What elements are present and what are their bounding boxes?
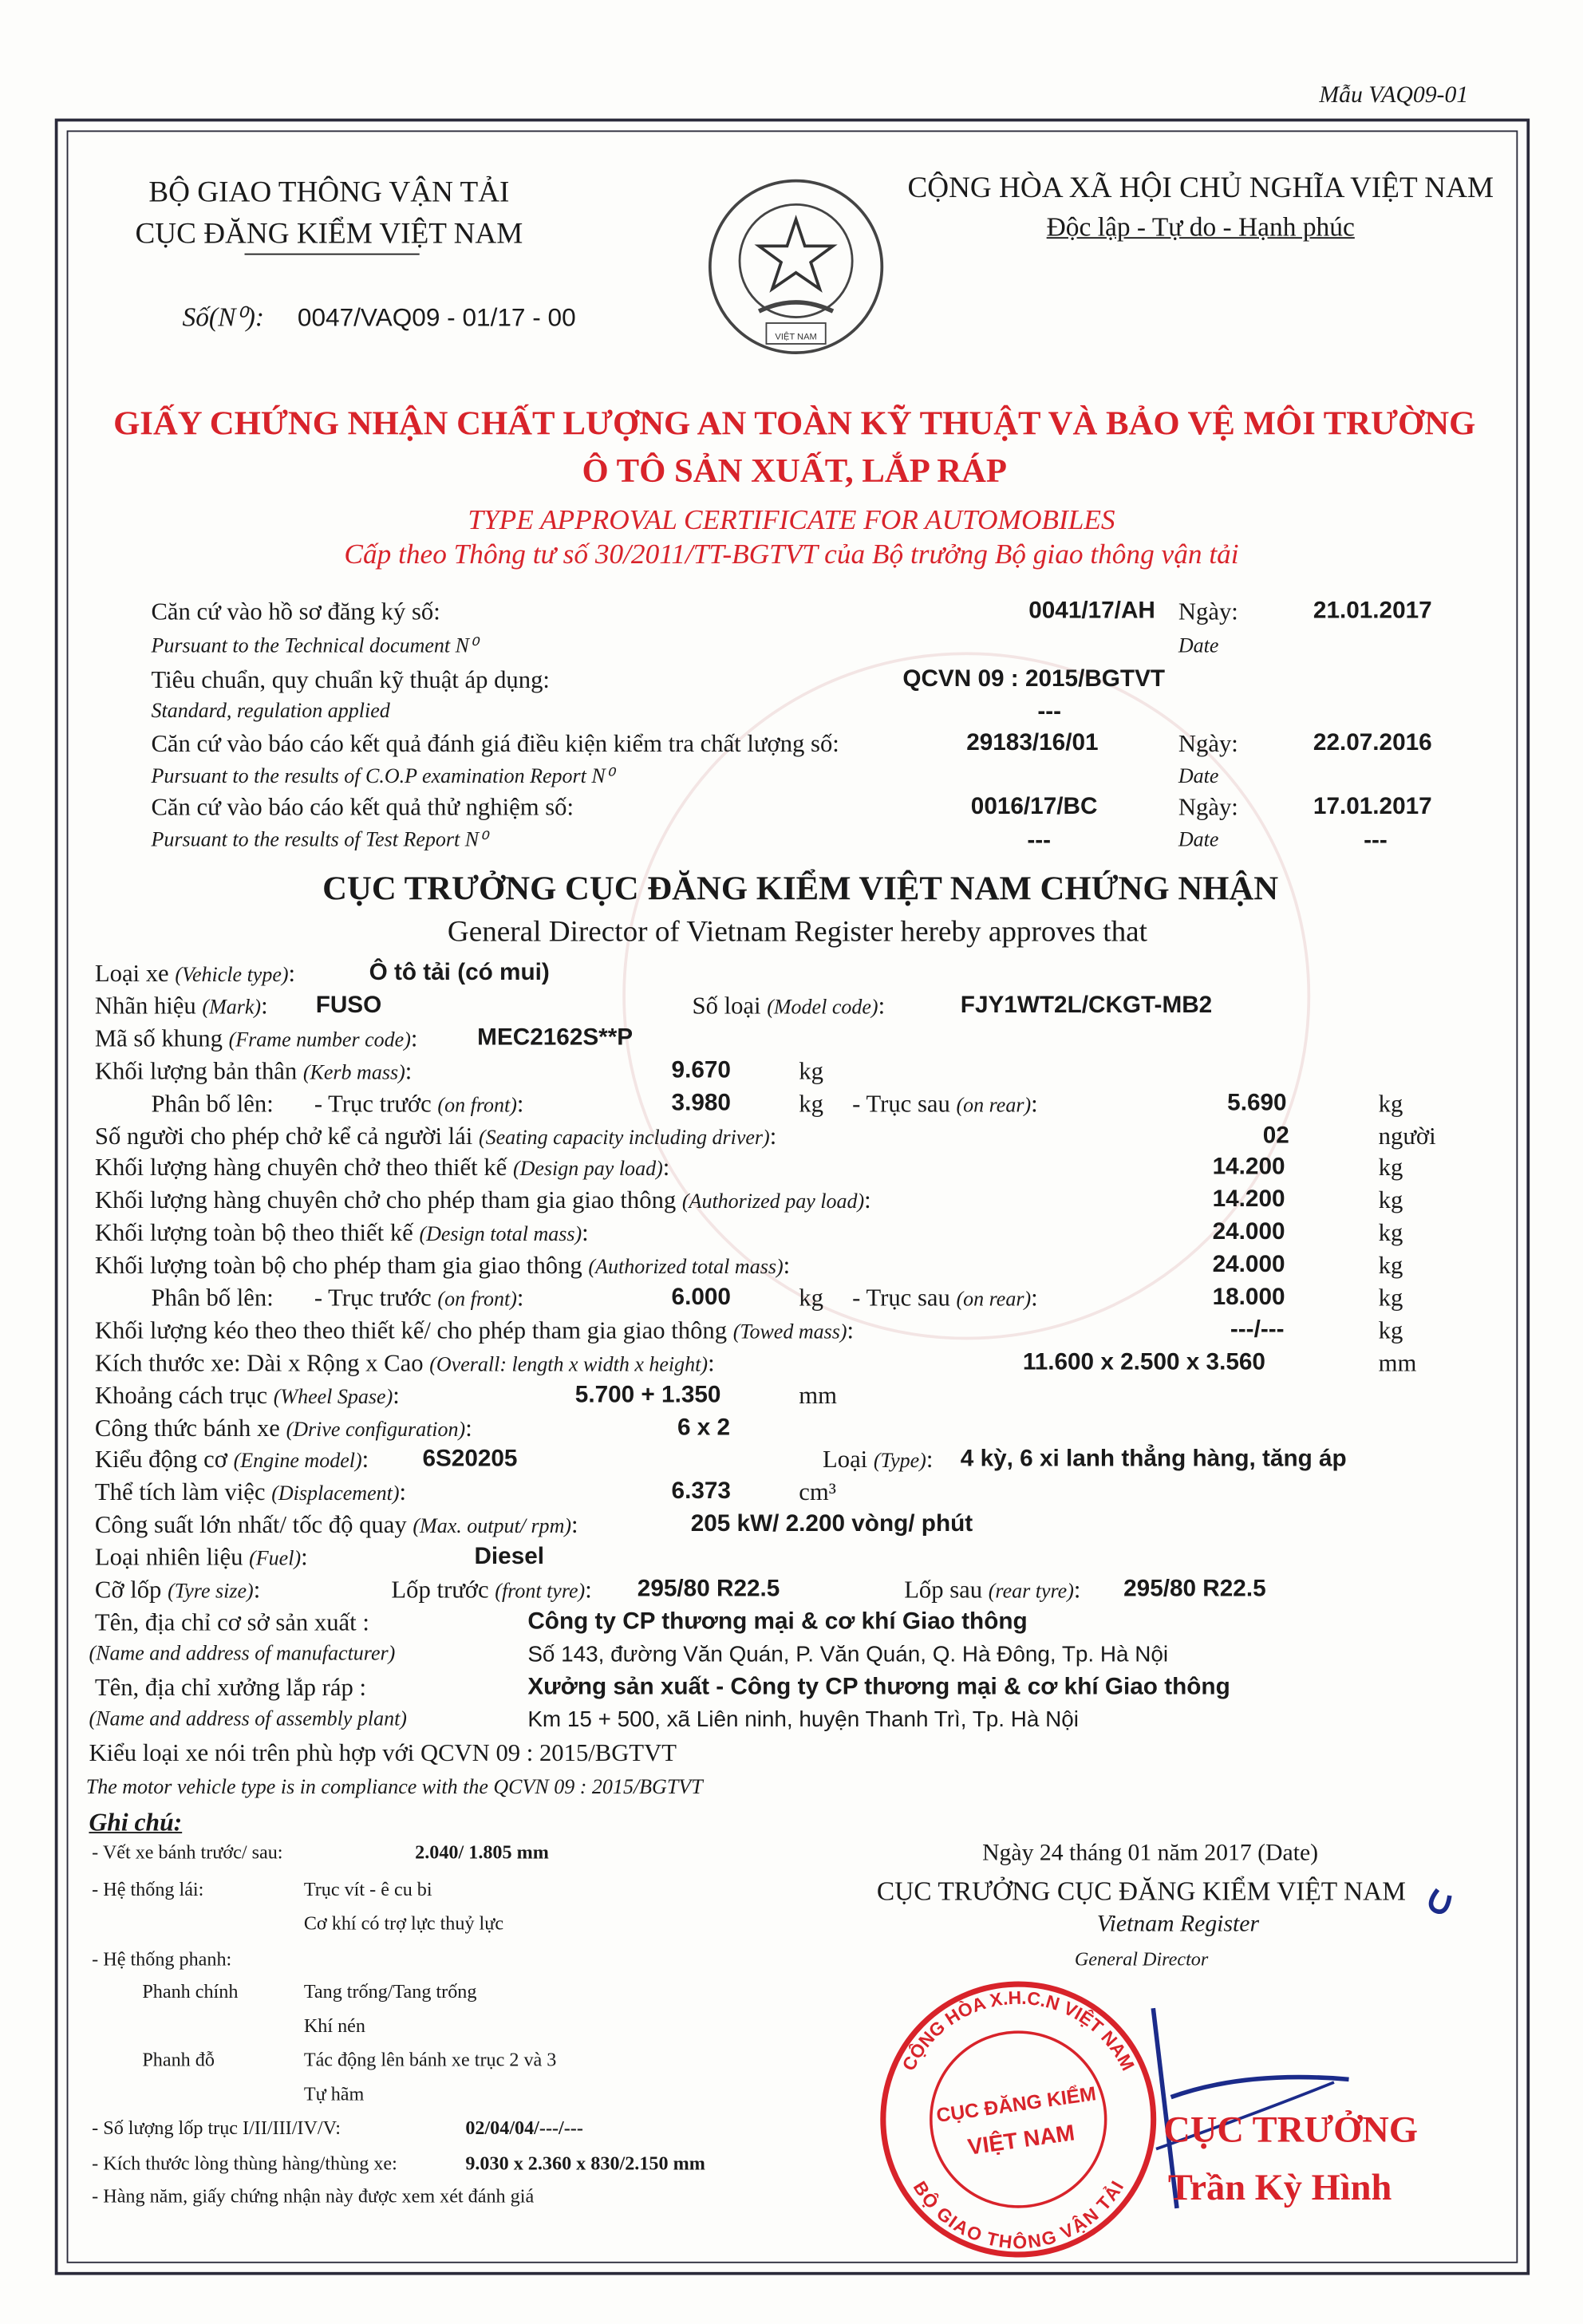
notes-label: Tự hãm (303, 2082, 365, 2105)
label-colon: : (399, 1478, 407, 1506)
specs-value: 6 x 2 (677, 1415, 731, 1441)
label-en: (Fuel) (249, 1549, 302, 1572)
specs-value: Xưởng sản xuất - Công ty CP thương mại & cơ khí Giao thông (527, 1675, 1230, 1700)
specs-value: Ô tô tải (có mui) (369, 960, 550, 986)
specs-label (904, 1574, 1080, 1610)
label-vi: Khoảng cách trục (94, 1381, 274, 1410)
label-en: (Model code) (767, 997, 878, 1020)
notes-label: - Kích thước lòng thùng hàng/thùng xe: (92, 2152, 397, 2175)
refs-value: 17.01.2017 (1313, 794, 1432, 820)
label-colon: : (878, 991, 886, 1020)
specs-label (823, 1443, 933, 1479)
label-vi: Khối lượng kéo theo theo thiết kế/ cho phép tham gia giao thông (94, 1316, 733, 1344)
specs-label (391, 1574, 591, 1610)
specs-unit: kg (1378, 1153, 1403, 1182)
specs-value: Diesel (474, 1544, 545, 1570)
label-colon: : (582, 1218, 589, 1247)
specs-label: Tên, địa chỉ xưởng lắp ráp : (94, 1673, 366, 1702)
signer-role: CỤC TRƯỞNG (1163, 2110, 1418, 2151)
label-en: (Drive configuration) (286, 1419, 466, 1442)
refs-value: 0041/17/AH (1028, 598, 1155, 625)
specs-label (95, 1249, 790, 1285)
label-colon: : (288, 958, 296, 988)
notes-label: Khí nén (303, 2014, 365, 2037)
signature-date: Ngày 24 tháng 01 năm 2017 (Date) (982, 1841, 1319, 1866)
specs-value: FUSO (315, 992, 382, 1019)
label-en: (Seating capacity including driver) (478, 1127, 770, 1150)
approval-heading: CỤC TRƯỞNG CỤC ĐĂNG KIỂM VIỆT NAM CHỨNG NHẬN (322, 870, 1279, 907)
refs-label: Ngày: (1178, 792, 1238, 822)
title-en: TYPE APPROVAL CERTIFICATE FOR AUTOMOBILES (468, 505, 1115, 537)
republic-name: CỘNG HÒA XÃ HỘI CHỦ NGHĨA VIỆT NAM (907, 172, 1494, 205)
label-en: (front tyre) (495, 1581, 586, 1604)
refs-label: Ngày: (1178, 728, 1238, 758)
refs-label: Pursuant to the results of C.O.P examination Report N⁰ (151, 766, 614, 789)
specs-label (852, 1088, 1038, 1124)
specs-label: (Name and address of assembly plant) (89, 1708, 407, 1731)
specs-value: 14.200 (1212, 1154, 1285, 1180)
label-colon: : (662, 1153, 670, 1182)
notes-label: - Vết xe bánh trước/ sau: (92, 1841, 283, 1864)
form-code: Mẫu VAQ09-01 (1319, 83, 1469, 109)
specs-label (95, 1120, 776, 1156)
label-vi: Số loại (692, 991, 768, 1020)
specs-label: (Name and address of manufacturer) (89, 1643, 396, 1667)
specs-unit: kg (1378, 1316, 1403, 1344)
label-colon: : (783, 1250, 791, 1280)
label-vi: Số người cho phép chở kể cả người lái (94, 1122, 479, 1150)
specs-label: Kiểu loại xe nói trên phù hợp với QCVN 09 : 2015/BGTVT (89, 1738, 677, 1767)
label-en: (on front) (437, 1095, 517, 1118)
notes-title: Ghi chú: (89, 1808, 183, 1837)
specs-unit: kg (799, 1089, 823, 1118)
specs-value: 6.000 (671, 1284, 731, 1311)
label-en: (Displacement) (271, 1483, 400, 1506)
label-en: (Mark) (202, 997, 262, 1020)
refs-value: --- (1037, 699, 1062, 725)
refs-label: Date (1178, 766, 1219, 789)
label-colon: : (393, 1381, 400, 1410)
specs-label: The motor vehicle type is in compliance with the QCVN 09 : 2015/BGTVT (85, 1777, 703, 1800)
refs-label: Pursuant to the Technical document N⁰ (151, 635, 478, 658)
refs-label: Pursuant to the results of Test Report N⁰ (151, 830, 488, 853)
specs-label (95, 1023, 418, 1059)
refs-value: 21.01.2017 (1313, 598, 1432, 625)
label-colon: : (410, 1024, 418, 1052)
specs-label (852, 1282, 1038, 1318)
specs-value: MEC2162S**P (477, 1025, 634, 1052)
specs-unit: kg (799, 1283, 823, 1312)
label-colon: : (516, 1089, 524, 1118)
notes-label: - Số lượng lốp trục I/II/III/IV/V: (92, 2116, 341, 2139)
notes-label: Phanh chính (142, 1979, 239, 2002)
specs-value: 24.000 (1212, 1252, 1285, 1278)
specs-label (95, 1574, 260, 1610)
specs-label (95, 1315, 854, 1351)
label-vi: Kiểu động cơ (94, 1445, 234, 1474)
label-en: (Design pay load) (512, 1158, 663, 1182)
specs-unit: kg (1378, 1250, 1403, 1280)
label-colon: : (405, 1056, 413, 1085)
notes-label: Cơ khí có trợ lực thuỷ lực (303, 1912, 504, 1935)
label-vi: Kích thước xe: Dài x Rộng x Cao (94, 1348, 430, 1377)
refs-label: Date (1178, 830, 1219, 853)
label-en: (on rear) (956, 1095, 1032, 1118)
notes-label: Tác động lên bánh xe trục 2 và 3 (303, 2048, 557, 2071)
specs-label (693, 990, 886, 1026)
label-colon: : (253, 1575, 261, 1604)
signer-name: Trần Kỳ Hình (1167, 2168, 1392, 2208)
specs-label (314, 1282, 524, 1318)
specs-value: 205 kW/ 2.200 vòng/ phút (690, 1511, 973, 1537)
label-vi: Loại nhiên liệu (94, 1542, 250, 1572)
specs-label (95, 957, 295, 993)
specs-label (95, 990, 268, 1026)
notes-label: Tang trống/Tang trống (303, 1979, 477, 2002)
specs-label (95, 1443, 369, 1479)
specs-value: Số 143, đường Văn Quán, P. Văn Quán, Q. Hà Đông, Tp. Hà Nội (527, 1642, 1169, 1667)
label-vi: Lốp trước (391, 1575, 495, 1604)
signature-title: CỤC TRƯỞNG CỤC ĐĂNG KIỂM VIỆT NAM (876, 1876, 1407, 1907)
label-vi: Khối lượng hàng chuyên chở cho phép tham gia giao thông (94, 1186, 682, 1214)
specs-value: 18.000 (1212, 1284, 1285, 1311)
title-line2: Ô TÔ SẢN XUẤT, LẮP RÁP (582, 452, 1008, 490)
label-colon: : (1031, 1283, 1038, 1312)
label-vi: Mã số khung (94, 1024, 229, 1052)
ministry-name: BỘ GIAO THÔNG VẬN TẢI (148, 176, 510, 209)
refs-value: 29183/16/01 (966, 730, 1099, 756)
label-vi: - Trục sau (852, 1283, 957, 1312)
title-basis: Cấp theo Thông tư số 30/2011/TT-BGTVT của Bộ trưởng Bộ giao thông vận tải (344, 539, 1239, 571)
refs-label: Standard, regulation applied (151, 700, 390, 724)
specs-unit: mm (1378, 1348, 1417, 1377)
label-en: (rear tyre) (988, 1581, 1074, 1604)
emblem-text: VIỆT NAM (775, 332, 817, 342)
label-vi: Thể tích làm việc (94, 1478, 272, 1506)
specs-label (95, 1151, 669, 1187)
label-colon: : (516, 1283, 524, 1312)
number-label: Số(N⁰): (182, 302, 265, 333)
refs-label: Căn cứ vào báo cáo kết quả đánh giá điều kiện kiểm tra chất lượng số: (151, 728, 839, 758)
specs-label (95, 1412, 472, 1448)
label-en: (Design total mass) (419, 1224, 582, 1247)
label-colon: : (1073, 1575, 1081, 1604)
signature-title-en2: General Director (1074, 1947, 1209, 1970)
specs-unit: kg (799, 1056, 823, 1085)
agency-underline (245, 254, 420, 255)
notes-label: Trục vít - ê cu bi (303, 1877, 432, 1900)
notes-label: - Hệ thống phanh: (92, 1947, 232, 1970)
notes-label: - Hệ thống lái: (92, 1877, 204, 1900)
label-vi: Khối lượng toàn bộ theo thiết kế (94, 1218, 420, 1247)
specs-unit: kg (1378, 1283, 1403, 1312)
agency-name: CỤC ĐĂNG KIỂM VIỆT NAM (135, 218, 523, 251)
stamp-ring-bottom: BỘ GIAO THÔNG VẬN TẢI (909, 2177, 1127, 2253)
refs-value: --- (1027, 828, 1052, 854)
specs-label (95, 1476, 406, 1512)
specs-value: 11.600 x 2.500 x 3.560 (1022, 1350, 1265, 1375)
specs-value: 5.700 + 1.350 (574, 1383, 721, 1408)
stamp-ring-top: CỘNG HÒA X.H.C.N VIỆT NAM (898, 1987, 1139, 2074)
label-en: (Max. output/ rpm) (413, 1516, 572, 1539)
label-vi: Lốp sau (904, 1575, 989, 1604)
label-colon: : (571, 1509, 578, 1539)
label-en: (Frame number code) (228, 1030, 411, 1052)
specs-value: 4 kỳ, 6 xi lanh thẳng hàng, tăng áp (960, 1446, 1347, 1472)
notes-value: 9.030 x 2.360 x 830/2.150 mm (465, 2152, 705, 2175)
specs-unit: cm³ (799, 1478, 836, 1506)
label-vi: Công thức bánh xe (94, 1414, 286, 1442)
label-en: (Authorized total mass) (588, 1257, 784, 1280)
label-en: (on front) (437, 1289, 517, 1312)
title-line1: GIẤY CHỨNG NHẬN CHẤT LƯỢNG AN TOÀN KỸ THUẬT VÀ BẢO VỆ MÔI TRƯỜNG (113, 404, 1476, 442)
label-colon: : (708, 1348, 715, 1377)
refs-value: QCVN 09 : 2015/BGTVT (902, 666, 1166, 692)
refs-label: Tiêu chuẩn, quy chuẩn kỹ thuật áp dụng: (151, 665, 550, 694)
label-colon: : (1031, 1089, 1038, 1118)
specs-label (314, 1088, 524, 1124)
number-value: 0047/VAQ09 - 01/17 - 00 (297, 303, 576, 333)
official-stamp (878, 1979, 1159, 2260)
specs-value: 24.000 (1212, 1219, 1285, 1245)
specs-value: FJY1WT2L/CKGT-MB2 (960, 992, 1213, 1019)
specs-value: 6.373 (671, 1478, 731, 1505)
specs-value: 6S20205 (422, 1446, 518, 1472)
specs-value: 9.670 (671, 1058, 731, 1083)
label-en: (Wheel Spase) (273, 1387, 393, 1410)
label-colon: : (864, 1186, 871, 1214)
label-colon: : (261, 991, 268, 1020)
label-vi: Cỡ lốp (94, 1575, 168, 1604)
label-en: (Authorized pay load) (681, 1191, 865, 1214)
specs-label: Tên, địa chỉ cơ sở sản xuất : (94, 1608, 369, 1636)
specs-unit: kg (1378, 1089, 1403, 1118)
label-en: (Tyre size) (168, 1581, 254, 1604)
label-en: (Vehicle type) (175, 965, 289, 988)
label-colon: : (769, 1122, 777, 1150)
label-en: (Engine model) (233, 1450, 362, 1474)
signature-title-en1: Vietnam Register (1096, 1912, 1260, 1938)
specs-value: Km 15 + 500, xã Liên ninh, huyện Thanh Trì, Tp. Hà Nội (527, 1707, 1079, 1733)
label-en: (Type) (873, 1450, 926, 1474)
specs-value: 02 (1262, 1123, 1289, 1149)
specs-unit: kg (1378, 1186, 1403, 1214)
label-vi: Loại (823, 1445, 874, 1474)
notes-label: Phanh đỗ (142, 2048, 215, 2071)
specs-value: 295/80 R22.5 (637, 1576, 780, 1603)
refs-value: 0016/17/BC (970, 794, 1098, 820)
label-colon: : (301, 1542, 308, 1572)
specs-label (95, 1347, 715, 1383)
refs-value: --- (1364, 828, 1388, 854)
label-vi: Khối lượng hàng chuyên chở theo thiết kế (94, 1153, 513, 1182)
specs-label: Phân bố lên: (151, 1089, 274, 1118)
label-colon: : (926, 1445, 934, 1474)
notes-value: 2.040/ 1.805 mm (415, 1841, 549, 1864)
label-en: (Kerb mass) (302, 1062, 405, 1085)
certificate-number (182, 301, 575, 335)
label-vi: - Trục trước (314, 1089, 438, 1118)
label-vi: - Trục sau (852, 1089, 957, 1118)
specs-value: ---/--- (1230, 1317, 1285, 1344)
notes-label: - Hàng năm, giấy chứng nhận này được xem xét đánh giá (92, 2184, 535, 2208)
label-vi: Công suất lớn nhất/ tốc độ quay (94, 1509, 413, 1539)
specs-value: 14.200 (1212, 1187, 1285, 1213)
specs-label (95, 1217, 589, 1253)
refs-label: Căn cứ vào báo cáo kết quả thử nghiệm số: (151, 792, 574, 822)
label-vi: Nhãn hiệu (94, 991, 203, 1020)
refs-label: Căn cứ vào hồ sơ đăng ký số: (151, 597, 440, 625)
label-vi: Khối lượng toàn bộ cho phép tham gia giao thông (94, 1250, 589, 1280)
refs-label: Date (1178, 635, 1219, 658)
specs-value: Công ty CP thương mại & cơ khí Giao thông (527, 1609, 1028, 1635)
specs-label (95, 1055, 412, 1091)
specs-label (95, 1380, 400, 1416)
label-vi: Khối lượng bản thân (94, 1056, 303, 1085)
label-vi: - Trục trước (314, 1283, 438, 1312)
specs-unit: kg (1378, 1218, 1403, 1247)
label-colon: : (361, 1445, 369, 1474)
label-colon: : (847, 1316, 855, 1344)
refs-label: Ngày: (1178, 597, 1238, 625)
specs-label (95, 1541, 308, 1577)
national-emblem-icon (700, 175, 893, 370)
notes-value: 02/04/04/---/--- (465, 2116, 583, 2139)
label-vi: Loại xe (94, 958, 176, 988)
label-colon: : (465, 1414, 472, 1442)
label-en: (Towed mass) (732, 1322, 847, 1344)
label-colon: : (585, 1575, 592, 1604)
label-en: (on rear) (956, 1289, 1032, 1312)
specs-label (95, 1184, 871, 1220)
label-en: (Overall: length x width x height) (429, 1354, 709, 1377)
refs-value: 22.07.2016 (1313, 730, 1432, 756)
motto: Độc lập - Tự do - Hạnh phúc (1046, 211, 1355, 242)
approval-heading-en: General Director of Vietnam Register hereby approves that (447, 916, 1147, 949)
specs-value: 5.690 (1227, 1091, 1287, 1116)
specs-unit: mm (799, 1381, 837, 1410)
specs-unit: người (1378, 1122, 1436, 1150)
specs-label (95, 1509, 578, 1545)
specs-value: 295/80 R22.5 (1123, 1576, 1266, 1603)
handwritten-signature (1127, 1875, 1512, 2215)
specs-value: 3.980 (671, 1091, 731, 1116)
stamp-center-line1: CỤC ĐĂNG KIỂM (935, 2083, 1098, 2127)
specs-label: Phân bố lên: (151, 1283, 274, 1312)
stamp-center-line2: VIỆT NAM (965, 2119, 1076, 2160)
